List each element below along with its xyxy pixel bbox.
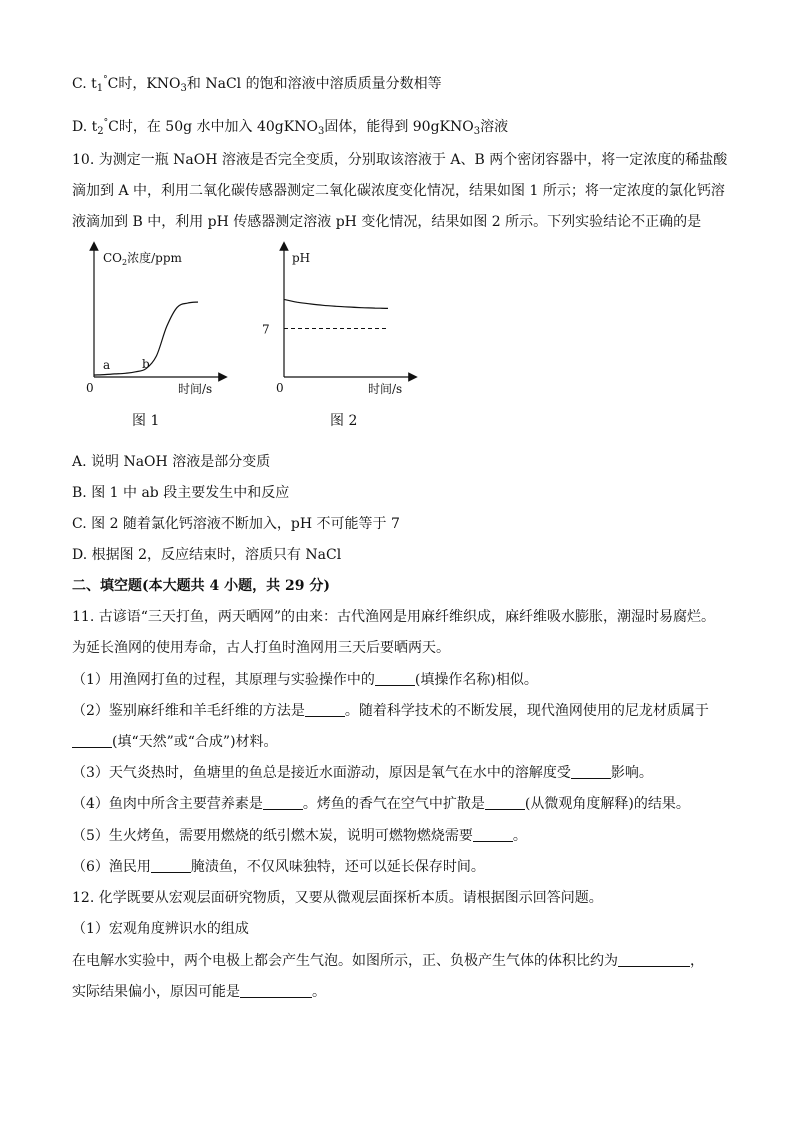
option-d-mid: C时，在 50g 水中加入 40gKNO (108, 119, 318, 135)
q12-line4-text-b: 。 (312, 984, 326, 1000)
q11-sub2-text-c: (填“天然”或“合成”)材料。 (112, 734, 278, 750)
figure-2-chart (262, 240, 418, 400)
y-axis-label: $CO_2$浓度/ppm (103, 251, 182, 267)
q11-sub3-text-a: （3）天气炎热时，鱼塘里的鱼总是接近水面游动，原因是氧气在水中的溶解度受 (72, 765, 571, 781)
figure-1-chart (78, 240, 228, 400)
option-c-prefix: C. t (72, 76, 97, 92)
q11-sub4-text-b: 。烤鱼的香气在空气中扩散是 (302, 796, 485, 812)
q11-sub6-text-a: （6）渔民用 (72, 859, 151, 875)
q11-sub3 (72, 763, 653, 783)
answer-blank[interactable] (618, 952, 690, 967)
ph-series-line (284, 299, 388, 308)
q12-line2: （1）宏观角度辨识水的组成 (72, 921, 249, 937)
x-axis-label: 时间/s (178, 382, 213, 396)
q11-sub1 (72, 670, 538, 690)
option-c-rest: 和 NaCl 的饱和溶液中溶质质量分数相等 (186, 76, 442, 92)
option-d-mid2: 固体，能得到 90gKNO (324, 119, 474, 135)
answer-blank[interactable] (375, 671, 415, 686)
q11-line2: 为延长渔网的使用寿命，古人打鱼时渔网用三天后要晒两天。 (72, 640, 450, 656)
option-c-mid: C时， (107, 76, 147, 92)
q11-sub4-text-c: (从微观角度解释)的结果。 (524, 796, 690, 812)
answer-blank[interactable] (263, 795, 303, 810)
point-label-b: b (142, 357, 150, 371)
q11-sub6-text-b: 腌渍鱼，不仅风味独特，还可以延长保存时间。 (190, 859, 485, 875)
figure-1-caption: 图 1 (132, 413, 160, 429)
subscript: 2 (97, 126, 104, 137)
q10-option-d[interactable]: D. 根据图 2，反应结束时，溶质只有 NaCl (72, 547, 342, 563)
section-2-heading: 二、填空题(本大题共 4 小题，共 29 分) (72, 578, 330, 594)
q10-line3: 液滴加到 B 中，利用 pH 传感器测定溶液 pH 变化情况，结果如图 2 所示。下列实验结论不正确的是 (72, 214, 702, 230)
answer-blank[interactable] (72, 733, 112, 748)
q11-sub6 (72, 857, 485, 877)
q12-line3 (72, 951, 704, 971)
q11-sub4-text-a: （4）鱼肉中所含主要营养素是 (72, 796, 263, 812)
ph7-tick-label: 7 (262, 322, 270, 337)
y-axis-label: pH (292, 251, 311, 265)
point-label-a: a (103, 358, 111, 372)
q12-line3-text-b: ， (690, 953, 704, 969)
subscript: 3 (473, 126, 481, 137)
option-d-prefix: D. t (72, 119, 98, 135)
answer-blank[interactable] (240, 983, 312, 998)
q12-line1: 12. 化学既要从宏观层面研究物质，又要从微观层面探析本质。请根据图示回答问题。 (72, 890, 603, 906)
subscript: 3 (317, 126, 325, 137)
q11-sub3-text-b: 影响。 (610, 765, 653, 781)
answer-blank[interactable] (151, 858, 191, 873)
x-axis-label: 时间/s (368, 382, 403, 396)
answer-blank[interactable] (473, 827, 513, 842)
q11-sub2-text-b: 。随着科学技术的不断发展，现代渔网使用的尼龙材质属于 (344, 703, 709, 719)
q11-sub4 (72, 794, 690, 814)
q10-option-a[interactable]: A. 说明 NaOH 溶液是部分变质 (72, 454, 271, 470)
option-d-rest: 溶液 (480, 119, 509, 135)
answer-blank[interactable] (485, 795, 525, 810)
q11-line1: 11. 古谚语“三天打鱼，两天晒网”的由来：古代渔网是用麻纤维织成，麻纤维吸水膨胀，潮湿时易腐烂。 (72, 609, 716, 625)
option-d-prev (72, 113, 508, 142)
option-c-prev (72, 70, 442, 99)
q11-sub1-text-b: (填操作名称)相似。 (414, 672, 538, 688)
origin-label: 0 (86, 381, 94, 395)
q10-option-c[interactable]: C. 图 2 随着氯化钙溶液不断加入，pH 不可能等于 7 (72, 516, 400, 532)
q11-sub5-text-a: （5）生火烤鱼，需要用燃烧的纸引燃木炭，说明可燃物燃烧需要 (72, 828, 473, 844)
q11-sub2 (72, 701, 709, 721)
q11-sub5-text-b: 。 (512, 828, 527, 844)
q11-sub1-text-a: （1）用渔网打鱼的过程，其原理与实验操作中的 (72, 672, 375, 688)
q10-option-b[interactable]: B. 图 1 中 ab 段主要发生中和反应 (72, 485, 290, 501)
subscript: 3 (180, 83, 187, 94)
answer-blank[interactable] (571, 764, 611, 779)
q12-line3-text-a: 在电解水实验中，两个电极上都会产生气泡。如图所示，正、负极产生气体的体积比约为 (72, 953, 618, 969)
degree-sign: ° (103, 118, 109, 128)
q12-line4-text-a: 实际结果偏小，原因可能是 (72, 984, 240, 1000)
q11-sub5 (72, 826, 527, 846)
q11-sub2-text-a: （2）鉴别麻纤维和羊毛纤维的方法是 (72, 703, 305, 719)
degree-sign: ° (103, 75, 108, 85)
formula-kno: KNO (146, 76, 181, 92)
answer-blank[interactable] (305, 702, 345, 717)
q10-line1: 10. 为测定一瓶 NaOH 溶液是否完全变质，分别取该溶液于 A、B 两个密闭容器中，将一定浓度的稀盐酸 (72, 152, 728, 168)
q11-sub2-cont (72, 732, 278, 752)
figure-2-caption: 图 2 (330, 413, 358, 429)
q10-line2: 滴加到 A 中，利用二氧化碳传感器测定二氧化碳浓度变化情况，结果如图 1 所示；将一定浓度的氯化钙溶 (72, 183, 725, 199)
q12-line4 (72, 982, 326, 1002)
origin-label: 0 (276, 381, 284, 395)
subscript: 1 (96, 83, 104, 94)
